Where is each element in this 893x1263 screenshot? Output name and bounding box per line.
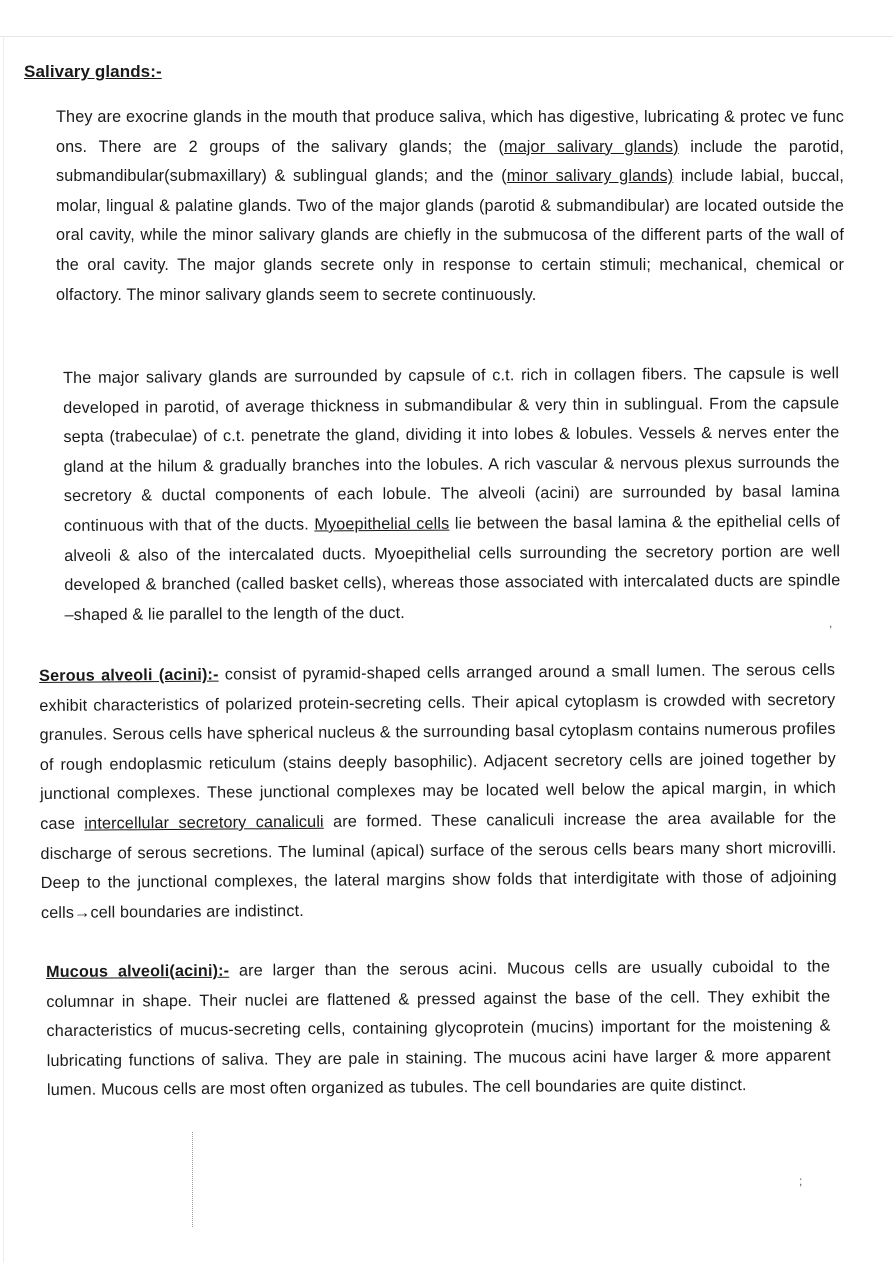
paragraph-text: lie between the basal lamina & the epithelial cells of alveoli & also of the intercalated ducts. Myoepithelial cells surrounding the secretory portion are well developed & branched (called basket cells), whereas those associated with intercalated ducts are spindle –shaped & lie parallel to the length of the duct. (64, 512, 841, 624)
paragraph-text: are formed. These canaliculi increase the area available for the discharge of serous secretions. The luminal (apical) surface of the serous cells bears many short microvilli. Deep to the junctional complexes, the lateral margins show folds that interdigitate with those of adjoining cells→cell boundaries are indistinct. (40, 808, 837, 922)
paragraph-text: include labial, buccal, molar, lingual & palatine glands. Two of the major glands (parotid & submandibular) are located outside the oral cavity, while the minor salivary glands are chiefly in the submucosa of the different parts of the wall of the oral cavity. The major glands secrete only in response to certain stimuli; mechanical, chemical or olfactory. The minor salivary glands seem to secrete continuously. (56, 167, 844, 304)
underlined-term: major salivary glands) (504, 137, 679, 156)
section-term: Mucous alveoli(acini):- (46, 961, 230, 981)
paragraph-salivary-glands-intro (56, 103, 844, 310)
paragraph-serous-alveoli (39, 656, 837, 929)
paragraph-major-glands-structure (63, 359, 841, 630)
scan-mark-comma: , (829, 616, 833, 630)
paragraph-text: consist of pyramid-shaped cells arranged around a small lumen. The serous cells exhibit characteristics of polarized protein-secreting cells. Their apical cytoplasm is crowded with secretory granules. Serous cells have spherical nucleus & the surrounding basal cytoplasm contains numerous profiles of rough endoplasmic reticulum (stains deeply basophilic). Adjacent secretory cells are joined together by junctional complexes. These junctional complexes may be located well below the apical margin, in which case (39, 660, 837, 833)
page-title: Salivary glands:- (24, 62, 162, 81)
paragraph-text: include the parotid, submandibular(submaxillary) & sublingual glands; and the ( (56, 137, 845, 186)
paragraph-mucous-alveoli (46, 953, 831, 1106)
underlined-term: Myoepithelial cells (314, 514, 450, 534)
paragraph-text: are larger than the serous acini. Mucous cells are usually cuboidal to the columnar in shape. Their nuclei are flattened & pressed against the base of the cell. They exhibit the characteristics of mucus-secreting cells, containing glycoprotein (mucins) important for the moistening & lubricating functions of saliva. They are pale in staining. The mucous acini have larger & more apparent lumen. Mucous cells are most often organized as tubules. The cell boundaries are quite distinct. (46, 957, 831, 1100)
scan-mark-semicolon: ; (799, 1174, 803, 1188)
page-top-edge (0, 36, 893, 37)
paragraph-text: The major salivary glands are surrounded by capsule of c.t. rich in collagen fibers. The capsule is well developed in parotid, of average thickness in submandibular & very thin in sublingual. From the capsule septa (trabeculae) of c.t. penetrate the gland, dividing it into lobes & lobules. Vessels & nerves enter the gland at the hilum & gradually branches into the lobules. A rich vascular & nervous plexus surrounds the secretory & ductal components of each lobule. The alveoli (acini) are surrounded by basal lamina continuous with that of the ducts. (63, 364, 840, 535)
scan-artifact-dots (192, 1132, 194, 1227)
section-term: Serous alveoli (acini):- (39, 665, 219, 685)
page-left-edge (3, 36, 4, 1263)
underlined-term: intercellular secretory canaliculi (84, 812, 324, 833)
paragraph-text: They are exocrine glands in the mouth that produce saliva, which has digestive, lubricating & protec ve func ons. There are 2 groups of the salivary glands; the ( (56, 108, 844, 156)
underlined-term: minor salivary glands) (506, 167, 674, 186)
